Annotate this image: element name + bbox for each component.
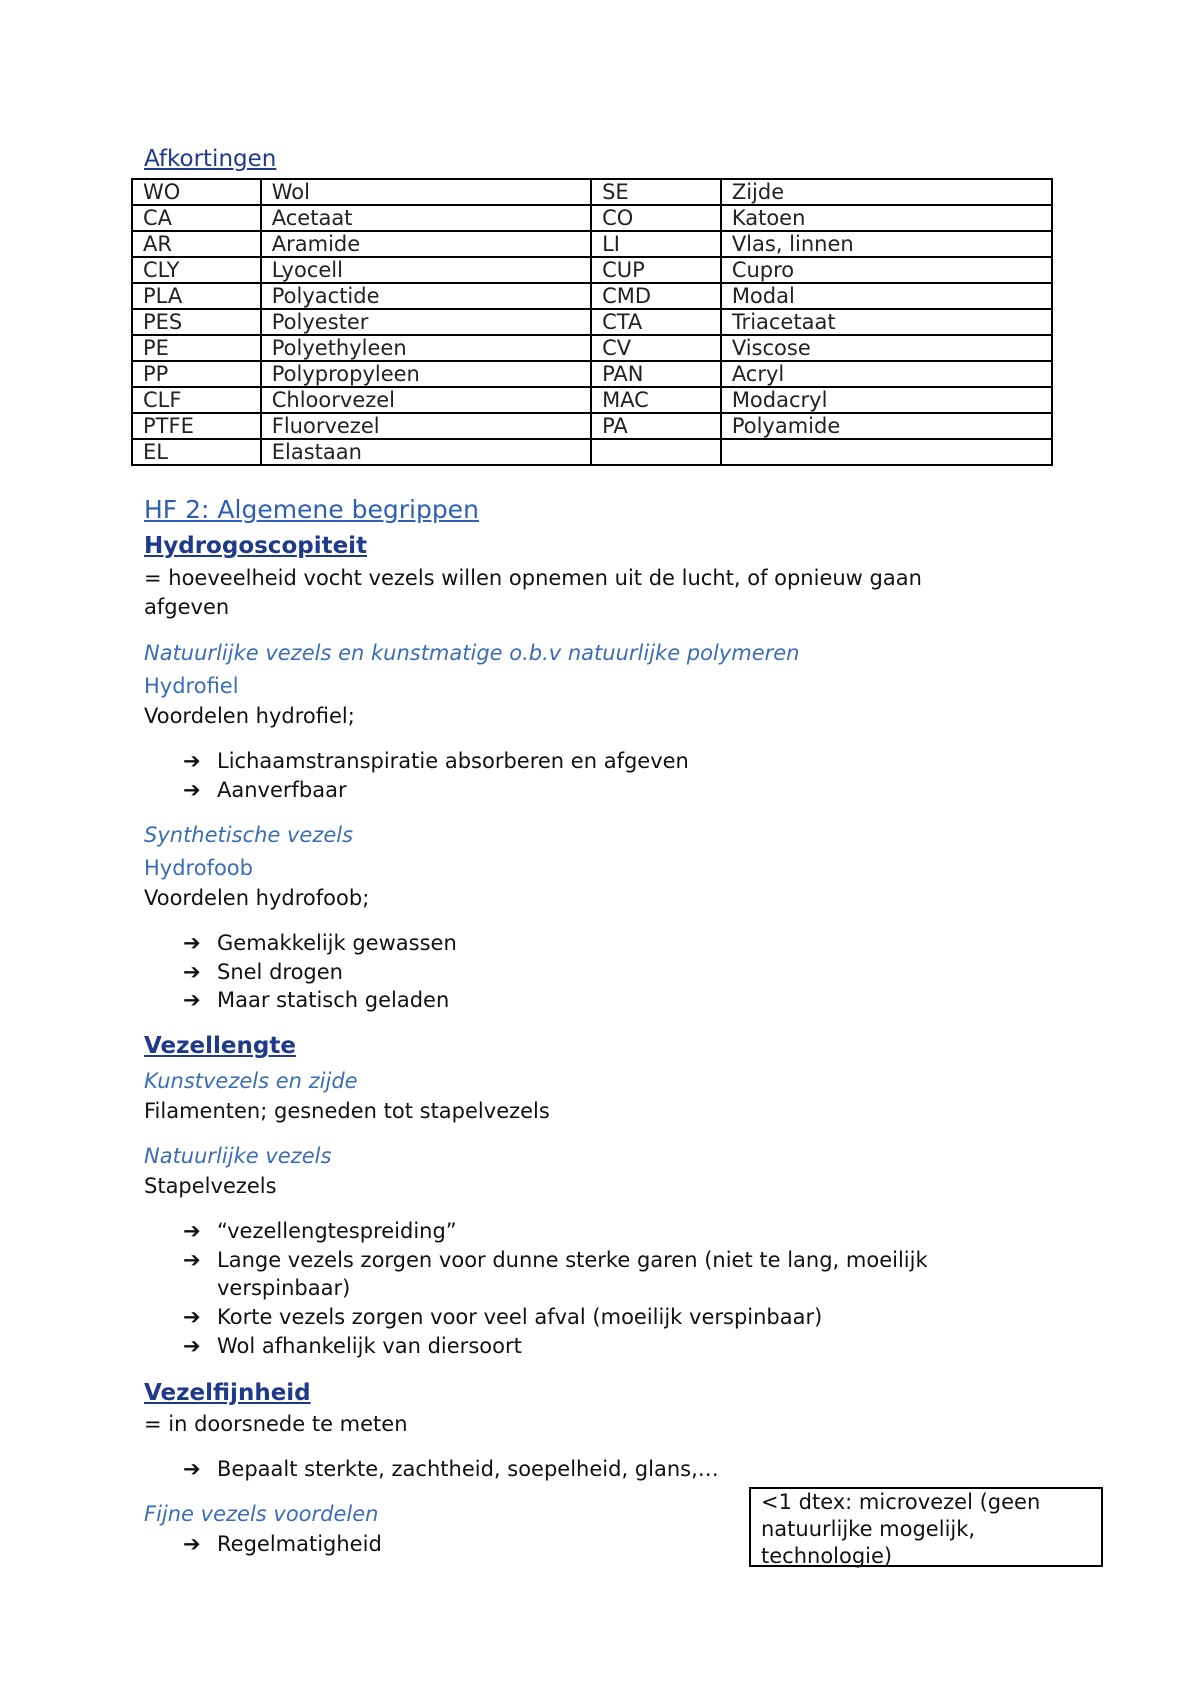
table-cell [721, 439, 1052, 465]
list-item-text: Lichaamstranspiratie absorberen en afgeven [217, 749, 689, 773]
table-cell: Triacetaat [721, 309, 1052, 335]
microvezel-note-box: <1 dtex: microvezel (geen natuurlijke mogelijk, technologie) [749, 1487, 1103, 1567]
hygro-definition-line2: afgeven [144, 595, 230, 619]
table-row [132, 179, 1052, 205]
table-cell: Vlas, linnen [721, 231, 1052, 257]
table-cell: AR [132, 231, 261, 257]
table-cell: PES [132, 309, 261, 335]
arrow-icon: ➔ [183, 1457, 201, 1481]
table-cell: Polyamide [721, 413, 1052, 439]
table-cell: PP [132, 361, 261, 387]
table-cell: Polypropyleen [261, 361, 591, 387]
chapter-title: HF 2: Algemene begrippen [144, 495, 479, 524]
list-item [183, 1457, 719, 1481]
list-item [183, 778, 347, 802]
table-cell: Aramide [261, 231, 591, 257]
arrow-icon: ➔ [183, 1532, 201, 1556]
heading-vezellengte: Vezellengte [144, 1033, 296, 1059]
arrow-icon: ➔ [183, 960, 201, 984]
list-item-text: Maar statisch geladen [217, 988, 450, 1012]
hydrofiel-intro: Voordelen hydrofiel; [144, 704, 355, 728]
table-cell: Katoen [721, 205, 1052, 231]
table-row [132, 361, 1052, 387]
heading-hydrogoscopiteit: Hydrogoscopiteit [144, 533, 368, 559]
subheading-fijne-vezels: Fijne vezels voordelen [144, 1502, 379, 1526]
subheading-natural-fibers: Natuurlijke vezels en kunstmatige o.b.v natuurlijke polymeren [144, 641, 800, 665]
subheading-synthetic-fibers: Synthetische vezels [144, 823, 354, 847]
table-cell: Zijde [721, 179, 1052, 205]
arrow-icon: ➔ [183, 931, 201, 955]
arrow-icon: ➔ [183, 1334, 201, 1358]
list-item [183, 1532, 382, 1556]
list-item [183, 1334, 522, 1358]
table-cell: PAN [591, 361, 721, 387]
list-item [183, 931, 457, 955]
table-cell: CA [132, 205, 261, 231]
table-row [132, 335, 1052, 361]
arrow-icon: ➔ [183, 1219, 201, 1243]
table-cell [591, 439, 721, 465]
arrow-icon: ➔ [183, 778, 201, 802]
section-title-afkortingen: Afkortingen [144, 146, 277, 172]
table-row [132, 439, 1052, 465]
list-item [183, 1248, 928, 1272]
table-cell: PLA [132, 283, 261, 309]
abbreviation-table [131, 178, 1053, 466]
subheading-hydrofoob: Hydrofoob [144, 856, 253, 880]
table-cell: MAC [591, 387, 721, 413]
table-cell: CLF [132, 387, 261, 413]
list-item-text: “vezellengtespreiding” [217, 1219, 457, 1243]
table-cell: CTA [591, 309, 721, 335]
table-cell: Chloorvezel [261, 387, 591, 413]
heading-vezelfijnheid: Vezelfijnheid [144, 1380, 311, 1406]
table-cell: CO [591, 205, 721, 231]
table-cell: CUP [591, 257, 721, 283]
table-cell: Polyester [261, 309, 591, 335]
list-item [183, 749, 689, 773]
table-cell: Acryl [721, 361, 1052, 387]
arrow-icon: ➔ [183, 988, 201, 1012]
table-cell: Modacryl [721, 387, 1052, 413]
list-item-text: Gemakkelijk gewassen [217, 931, 457, 955]
table-cell: PA [591, 413, 721, 439]
subheading-natuurlijke-vezels: Natuurlijke vezels [144, 1144, 332, 1168]
arrow-icon: ➔ [183, 1305, 201, 1329]
list-item-text: Wol afhankelijk van diersoort [217, 1334, 522, 1358]
table-row [132, 283, 1052, 309]
table-cell: Elastaan [261, 439, 591, 465]
table-cell: CLY [132, 257, 261, 283]
table-cell: PTFE [132, 413, 261, 439]
list-item-text: Aanverfbaar [217, 778, 347, 802]
list-item-text: Bepaalt sterkte, zachtheid, soepelheid, glans,… [217, 1457, 719, 1481]
table-cell: Acetaat [261, 205, 591, 231]
list-item-continuation: verspinbaar) [217, 1276, 351, 1300]
table-cell: Fluorvezel [261, 413, 591, 439]
table-cell: Polyactide [261, 283, 591, 309]
table-cell: SE [591, 179, 721, 205]
table-cell: Wol [261, 179, 591, 205]
table-cell: Cupro [721, 257, 1052, 283]
table-cell: EL [132, 439, 261, 465]
arrow-icon: ➔ [183, 1248, 201, 1272]
list-item-text: Regelmatigheid [217, 1532, 382, 1556]
list-item [183, 988, 449, 1012]
list-item [183, 1219, 457, 1243]
table-cell: Polyethyleen [261, 335, 591, 361]
list-item-text: Korte vezels zorgen voor veel afval (moeilijk verspinbaar) [217, 1305, 823, 1329]
natuurlijke-vezels-text: Stapelvezels [144, 1174, 277, 1198]
table-cell: WO [132, 179, 261, 205]
subheading-hydrofiel: Hydrofiel [144, 674, 239, 698]
table-cell: Viscose [721, 335, 1052, 361]
table-cell: Lyocell [261, 257, 591, 283]
table-cell: CV [591, 335, 721, 361]
table-row [132, 413, 1052, 439]
list-item [183, 1305, 822, 1329]
table-cell: Modal [721, 283, 1052, 309]
table-row [132, 387, 1052, 413]
fineness-definition: = in doorsnede te meten [144, 1412, 408, 1436]
table-row [132, 205, 1052, 231]
kunstvezels-text: Filamenten; gesneden tot stapelvezels [144, 1099, 550, 1123]
list-item-text: Snel drogen [217, 960, 343, 984]
table-cell: LI [591, 231, 721, 257]
hydrofoob-intro: Voordelen hydrofoob; [144, 886, 370, 910]
table-row [132, 231, 1052, 257]
list-item-text: Lange vezels zorgen voor dunne sterke garen (niet te lang, moeilijk [217, 1248, 928, 1272]
table-cell: PE [132, 335, 261, 361]
hygro-definition-line1: = hoeveelheid vocht vezels willen opnemen uit de lucht, of opnieuw gaan [144, 566, 922, 590]
list-item [183, 960, 343, 984]
table-row [132, 257, 1052, 283]
table-row [132, 309, 1052, 335]
arrow-icon: ➔ [183, 749, 201, 773]
table-cell: CMD [591, 283, 721, 309]
subheading-kunstvezels: Kunstvezels en zijde [144, 1069, 358, 1093]
